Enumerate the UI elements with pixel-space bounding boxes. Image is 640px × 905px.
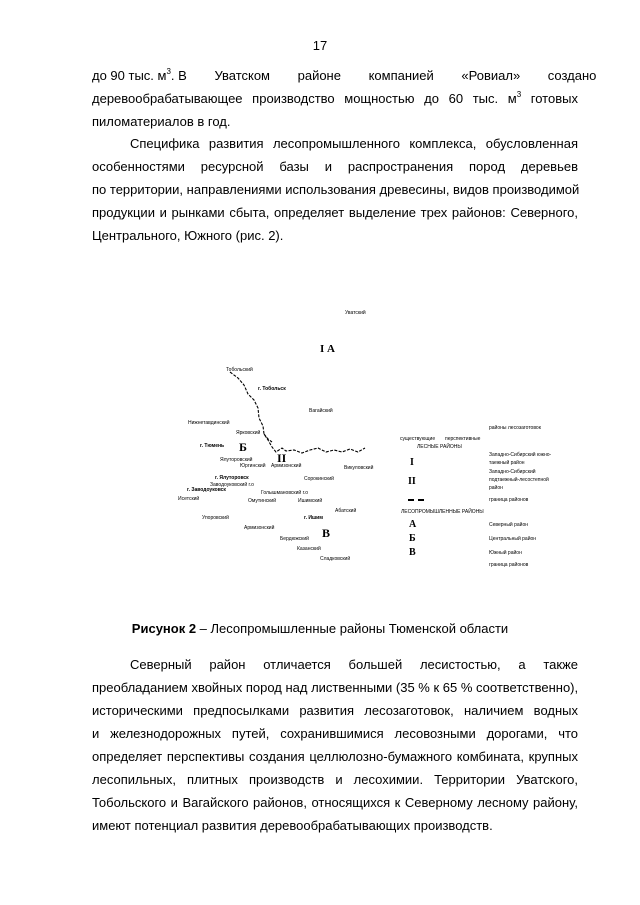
label-upurovsky: Упоровский	[202, 515, 229, 521]
legend-dash-1	[408, 499, 414, 501]
para1-text-c: В Уватском районе компанией «Ровиал» создано	[178, 68, 597, 83]
caption-text: – Лесопромышленные районы Тюменской области	[196, 621, 509, 636]
label-tobolsk: г. Тобольск	[258, 386, 286, 392]
para1-line-1	[92, 67, 597, 84]
legend-symbol-v: В	[409, 547, 416, 558]
label-ishimsky: Ишимский	[298, 498, 323, 504]
para2-line-2: особенностями ресурсной базы и распространения пород деревьев	[92, 159, 578, 174]
label-ii: II	[277, 451, 287, 465]
label-v: В	[322, 526, 331, 540]
legend-industry-regions: ЛЕСОПРОМЫШЛЕННЫЕ РАЙОНЫ	[401, 509, 484, 515]
legend-prospective: перспективные	[445, 436, 481, 442]
label-uvatsky: Уватский	[345, 310, 366, 316]
label-sorokinsky: Сорокинский	[304, 476, 334, 482]
para3-line-7: Тобольского и Вагайского районов, относящихся к Северному лесному району,	[92, 795, 578, 810]
para1-text-b: .	[170, 68, 175, 83]
legend-desc-boundary: граница районов	[489, 562, 529, 568]
label-b: Б	[239, 440, 247, 454]
para3-line-4: и железнодорожных путей, сохранившимися лесовозными дорогами, что	[92, 726, 578, 741]
page-number: 17	[312, 38, 328, 53]
legend-desc-i-2: таежный район	[489, 460, 525, 466]
para1-text-d: деревообрабатывающее производство мощностью до 60 тыс. м	[92, 91, 517, 106]
label-yalutorovsky: Ялуторовский	[220, 457, 253, 463]
legend-desc-ii-3: район	[489, 485, 503, 491]
label-yurginsky: Юргинский	[240, 463, 266, 469]
label-vagaysky: Вагайский	[309, 408, 333, 414]
label-tyumen: г. Тюмень	[200, 443, 225, 449]
figure-caption	[0, 621, 640, 636]
para3-line-5: определяет перспективы создания целлюлозно-бумажного комбината, крупных	[92, 749, 578, 764]
label-kazansky: Казанский	[297, 546, 321, 552]
legend-symbol-ii: II	[408, 476, 416, 487]
para2-line-4: продукции и рынками сбыта, определяет выделение трех районов: Северного,	[92, 205, 578, 220]
north-boundary	[230, 372, 365, 453]
para3-line-3: историческими предпосылками развития лесозаготовок, наличием водных	[92, 703, 578, 718]
legend-symbol-a: А	[409, 519, 417, 530]
legend-dash-2	[418, 499, 424, 501]
label-berdyuzhsky: Бердюжский	[280, 536, 309, 542]
label-yalutorovsk: г. Ялуторовск	[215, 475, 249, 481]
label-sladkovsky: Сладковский	[320, 556, 351, 562]
para3-line-2: преобладанием хвойных пород над лиственными (35 % к 65 % соответственно),	[92, 680, 579, 695]
label-isetsky: Исетский	[178, 496, 200, 502]
label-yarkovsky: Ярковский	[236, 430, 261, 436]
label-golyshmanovsky: Голышмановский г.о	[261, 490, 308, 496]
label-abatsky: Абатский	[335, 508, 357, 514]
legend-symbol-b: Б	[409, 533, 416, 544]
legend-desc-i-1: Западно-Сибирский южно-	[489, 452, 552, 458]
label-zavodoukovsk: г. Заводоуковск	[187, 487, 226, 493]
label-armizonsky: Армизонский	[244, 525, 275, 531]
caption-label: Рисунок 2	[131, 621, 197, 636]
legend-heading-boundaries: районы лесозаготовок	[489, 425, 541, 431]
label-omutinsky: Омутинский	[248, 498, 277, 504]
label-nizhnetavdinsky: Нижнетавдинский	[188, 420, 230, 426]
legend-forest-regions: ЛЕСНЫЕ РАЙОНЫ	[417, 444, 462, 450]
label-armizonsky-top: Армизонский	[271, 463, 302, 469]
para3-line-8: имеют потенциал развития деревообрабатывающих производств.	[92, 818, 493, 833]
legend-existing: существующие	[400, 436, 436, 442]
para1-text-a: до 90 тыс. м	[92, 68, 167, 83]
legend-desc-v: Южный район	[489, 550, 522, 556]
para3-line-1: Северный район отличается большей лесистостью, а также	[130, 657, 578, 672]
label-ishim: г. Ишим	[304, 515, 323, 521]
forest-regions-map	[160, 300, 610, 585]
superscript: 3	[516, 90, 522, 99]
para1-text-e: готовых	[530, 91, 578, 106]
map-boundaries	[160, 300, 610, 585]
legend-desc-a: Северный район	[489, 522, 528, 528]
legend-desc-b: Центральный район	[489, 536, 537, 542]
para2-line-1: Специфика развития лесопромышленного комплекса, обусловленная	[130, 136, 578, 151]
para2-line-5: Центрального, Южного (рис. 2).	[92, 228, 284, 243]
label-tobolsky: Тобольский	[226, 367, 253, 373]
legend-desc-dash: граница районов	[489, 497, 529, 503]
para3-line-6: лесопильных, плитных производств и лесохимии. Территории Уватского,	[92, 772, 578, 787]
legend-symbol-i: I	[410, 457, 414, 468]
legend-desc-ii-1: Западно-Сибирский	[489, 469, 536, 475]
region-title: I А	[320, 343, 335, 355]
superscript: 3	[166, 67, 171, 76]
para1-line-3: пиломатериалов в год.	[92, 114, 231, 129]
para2-line-3: по территории, направлениями использования древесины, видов производимой	[92, 182, 580, 197]
para1-line-2	[92, 91, 578, 107]
legend-desc-ii-2: подтаежный-лесостепной	[489, 477, 549, 483]
label-vikulovsky: Викуловский	[344, 465, 374, 471]
label-zavodoukovsky-go: Заводоуковский г.о	[210, 482, 254, 488]
